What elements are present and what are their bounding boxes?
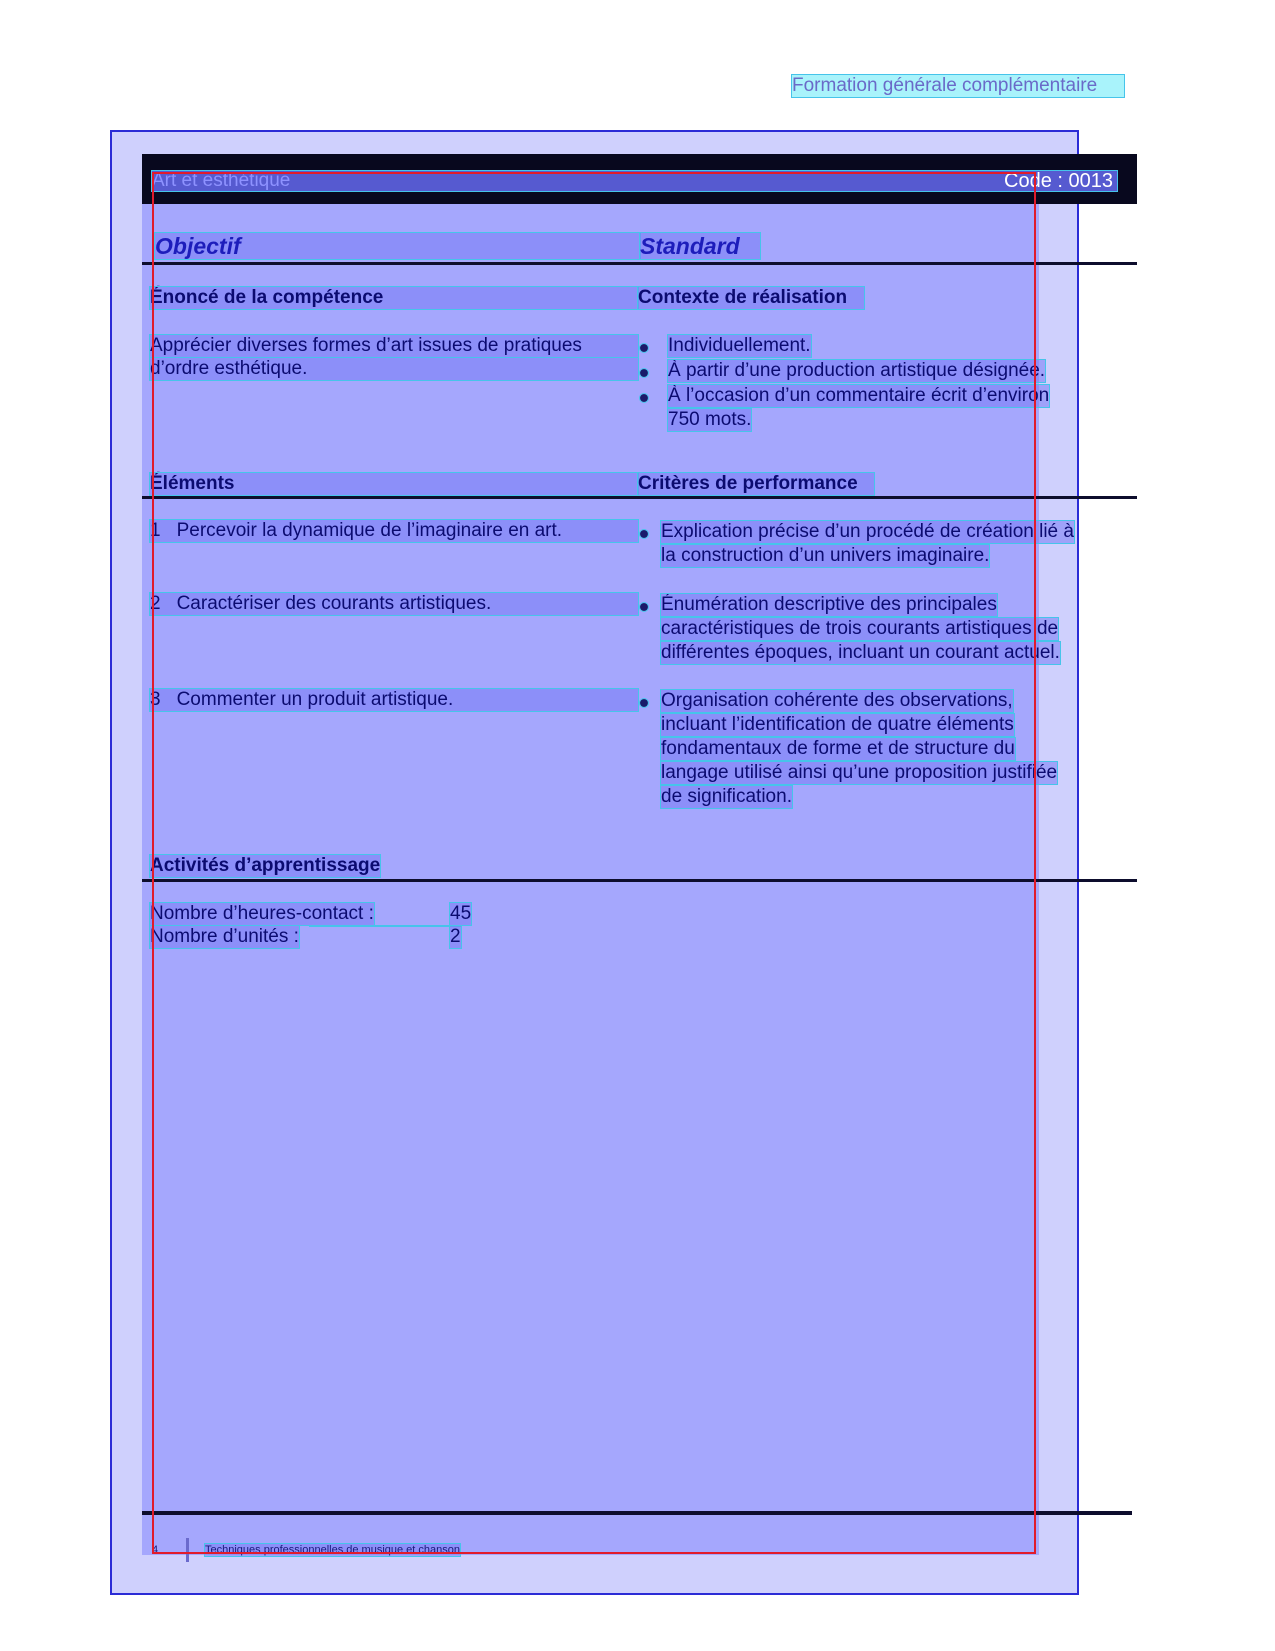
criterion-line: Explication précise d’un procédé de création lié à <box>661 521 1074 542</box>
criterion-line: de signification. <box>661 786 792 807</box>
context-item: À l’occasion d’un commentaire écrit d’environ <box>668 385 1050 406</box>
section-rule <box>142 879 1137 882</box>
section-rule <box>142 262 1137 265</box>
context-item: Individuellement. <box>668 335 811 356</box>
criterion-line: différentes époques, incluant un courant actuel. <box>661 642 1060 663</box>
hours-value: 45 <box>450 903 472 924</box>
footer-program-title: Techniques professionnelles de musique et chanson <box>205 1544 460 1556</box>
criterion-line: incluant l’identification de quatre éléments <box>661 714 1014 735</box>
bullet-icon <box>640 603 648 611</box>
units-value: 2 <box>450 926 461 947</box>
activities-heading: Activités d’apprentissage <box>150 855 381 876</box>
element-number: 2 <box>150 593 161 614</box>
criterion-line: Énumération descriptive des principales <box>661 594 997 615</box>
elements-heading: Éléments <box>150 473 638 495</box>
bullet-icon <box>640 530 648 538</box>
competence-heading: Énoncé de la compétence <box>150 287 638 309</box>
element-text: Commenter un produit artistique. <box>176 689 454 710</box>
context-item-continued: 750 mots. <box>668 409 752 430</box>
criterion-line: fondamentaux de forme et de structure du <box>661 738 1015 759</box>
element-row <box>150 520 638 542</box>
document-series-label: Formation générale complémentaire <box>792 75 1124 97</box>
element-text: Caractériser des courants artistiques. <box>176 593 492 614</box>
bullet-icon <box>640 344 648 352</box>
criterion-line: langage utilisé ainsi qu’une proposition justifiée <box>661 762 1058 783</box>
bullet-icon <box>640 394 648 402</box>
element-text: Percevoir la dynamique de l’imaginaire en art. <box>176 520 563 541</box>
bullet-icon <box>640 369 648 377</box>
hours-label: Nombre d’heures-contact : <box>150 903 374 924</box>
section-rule <box>142 496 1137 499</box>
element-row <box>150 593 638 615</box>
element-row <box>150 689 638 711</box>
context-heading: Contexte de réalisation <box>638 287 864 309</box>
criterion-line: caractéristiques de trois courants artistiques de <box>661 618 1059 639</box>
footer-separator <box>186 1538 189 1562</box>
competence-line: Apprécier diverses formes d’art issues de pratiques <box>150 335 638 357</box>
standard-heading: Standard <box>640 233 760 259</box>
element-number: 1 <box>150 520 161 541</box>
objective-heading: Objectif <box>155 233 640 259</box>
header-highlight <box>152 171 1117 191</box>
criterion-line: Organisation cohérente des observations, <box>661 690 1013 711</box>
units-label: Nombre d’unités : <box>150 926 299 947</box>
element-number: 3 <box>150 689 161 710</box>
criterion-line: la construction d’un univers imaginaire. <box>661 545 990 566</box>
page-number: 4 <box>152 1544 159 1556</box>
course-code: Code : 0013 <box>1004 170 1113 192</box>
bullet-icon <box>640 699 648 707</box>
criteria-heading: Critères de performance <box>638 473 874 495</box>
footer-rule <box>142 1511 1132 1515</box>
competence-line: d’ordre esthétique. <box>150 358 638 380</box>
course-title: Art et esthétique <box>152 170 291 191</box>
context-item: À partir d’une production artistique désignée. <box>668 360 1046 381</box>
